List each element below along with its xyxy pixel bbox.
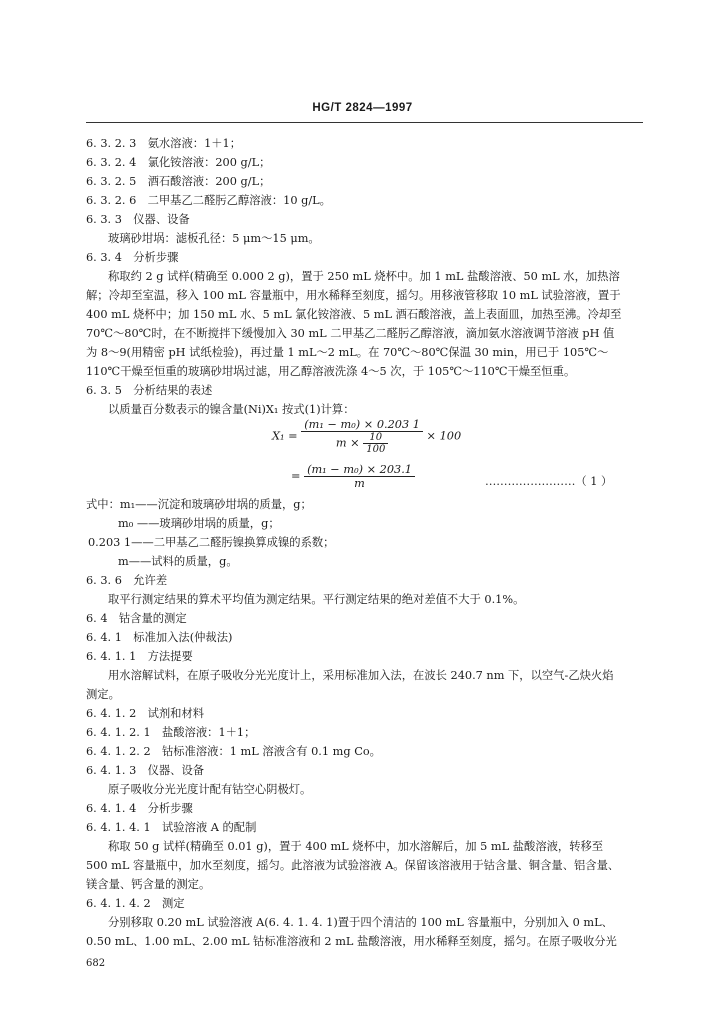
formula-numerator-1: (m₁ − m₀) × 0.203 1 xyxy=(301,418,423,432)
section-6-4-1-2: 6. 4. 1. 2 试剂和材料 xyxy=(86,707,205,720)
paragraph-line: 70℃～80℃时，在不断搅拌下缓慢加入 30 mL 二甲基乙二醛肟乙醇溶液，滴加氨水溶液调节溶液 pH 值 xyxy=(86,327,615,340)
section-6-4: 6. 4 钴含量的测定 xyxy=(86,612,187,625)
page-number: 682 xyxy=(86,958,106,969)
paragraph-line: 原子吸收分光光度计配有钴空心阴极灯。 xyxy=(108,783,312,796)
header-rule xyxy=(86,122,643,123)
section-6-3-6: 6. 3. 6 允许差 xyxy=(86,574,168,587)
formula-subfraction-denominator: 100 xyxy=(366,444,386,455)
paragraph-line: 镁含量、钙含量的测定。 xyxy=(86,878,211,891)
paragraph-line: 0.50 mL、1.00 mL、2.00 mL 钴标准溶液和 2 mL 盐酸溶液，用水稀释至刻度，摇匀。在原子吸收分光 xyxy=(86,935,617,948)
paragraph-line: 以质量百分数表示的镍含量(Ni)X₁ 按式(1)计算： xyxy=(108,403,355,416)
paragraph-line: 测定。 xyxy=(86,688,120,701)
paragraph-line: 用水溶解试料，在原子吸收分光光度计上，采用标准加入法，在波长 240.7 nm 下，以空气-乙炔火焰 xyxy=(108,669,614,682)
section-6-4-1-1: 6. 4. 1. 1 方法提要 xyxy=(86,650,193,663)
section-6-4-1: 6. 4. 1 标准加入法(仲裁法) xyxy=(86,631,233,644)
formula-fraction-2 xyxy=(304,463,415,490)
formula-denominator-1 xyxy=(301,432,423,455)
formula-subfraction-numerator: 10 xyxy=(363,432,388,444)
line-6-3-2-3: 6. 3. 2. 3 氨水溶液：1＋1； xyxy=(86,137,242,150)
line-6-4-1-2-2: 6. 4. 1. 2. 2 钴标准溶液：1 mL 溶液含有 0.1 mg Co。 xyxy=(86,745,381,758)
formula-subfraction xyxy=(363,432,388,455)
formula-numerator-2: (m₁ − m₀) × 203.1 xyxy=(304,463,415,477)
paragraph-line: 500 mL 容量瓶中，加水至刻度，摇匀。此溶液为试验溶液 A。保留该溶液用于钴含量、铜含量、铝含量、 xyxy=(86,859,620,872)
paragraph-line: 称取约 2 g 试样(精确至 0.000 2 g)，置于 250 mL 烧杯中。加 1 mL 盐酸溶液、50 mL 水，加热溶 xyxy=(108,270,620,283)
paragraph-line: 110℃干燥至恒重的玻璃砂坩埚过滤，用乙醇溶液洗涤 4～5 次，于 105℃～110℃干燥至恒重。 xyxy=(86,365,576,378)
legend-m: m——试料的质量，g。 xyxy=(118,555,238,568)
paragraph-line: 为 8～9(用精密 pH 试纸检验)，再过量 1 mL～2 mL。在 70℃～80℃保温 30 min，用已于 105℃～ xyxy=(86,346,609,359)
line-6-3-2-6: 6. 3. 2. 6 二甲基乙二醛肟乙醇溶液：10 g/L。 xyxy=(86,194,331,207)
paragraph-line: 400 mL 烧杯中；加 150 mL 水、5 mL 氯化铵溶液、5 mL 酒石酸溶液，盖上表面皿，加热至沸。冷却至 xyxy=(86,308,622,321)
paragraph-line: 取平行测定结果的算术平均值为测定结果。平行测定结果的绝对差值不大于 0.1%。 xyxy=(108,593,525,606)
section-6-3-5: 6. 3. 5 分析结果的表述 xyxy=(86,384,213,397)
section-6-3-3: 6. 3. 3 仪器、设备 xyxy=(86,213,190,226)
line-6-4-1-2-1: 6. 4. 1. 2. 1 盐酸溶液：1＋1； xyxy=(86,726,256,739)
formula-denominator-2: m xyxy=(354,477,365,490)
formula-label: ……………………（ 1 ） xyxy=(485,475,613,488)
paragraph-line: 解；冷却至室温，移入 100 mL 容量瓶中，用水稀释至刻度，摇匀。用移液管移取 10 mL 试验溶液，置于 xyxy=(86,289,621,302)
legend-coefficient: 0.203 1——二甲基乙二醛肟镍换算成镍的系数； xyxy=(88,536,335,549)
legend-m1: 式中：m₁——沉淀和玻璃砂坩埚的质量，g； xyxy=(86,498,312,511)
section-6-3-4: 6. 3. 4 分析步骤 xyxy=(86,251,179,264)
section-6-4-1-4-1: 6. 4. 1. 4. 1 试验溶液 A 的配制 xyxy=(86,821,257,834)
section-6-4-1-3: 6. 4. 1. 3 仪器、设备 xyxy=(86,764,205,777)
line-6-3-2-4: 6. 3. 2. 4 氯化铵溶液：200 g/L； xyxy=(86,156,271,169)
paragraph-line: 分别移取 0.20 mL 试验溶液 A(6. 4. 1. 4. 1)置于四个清洁的 100 mL 容量瓶中，分别加入 0 mL、 xyxy=(108,916,613,929)
formula-times-100: × 100 xyxy=(426,429,462,443)
paragraph-line: 称取 50 g 试样(精确至 0.01 g)，置于 400 mL 烧杯中，加水溶解后，加 5 mL 盐酸溶液，转移至 xyxy=(108,840,604,853)
formula-row-2 xyxy=(291,463,415,490)
formula-equals: = xyxy=(291,469,301,483)
formula-lhs: X₁ = xyxy=(272,429,298,443)
standard-code: HG/T 2824—1997 xyxy=(312,102,413,114)
section-6-4-1-4-2: 6. 4. 1. 4. 2 测定 xyxy=(86,897,185,910)
section-6-4-1-4: 6. 4. 1. 4 分析步骤 xyxy=(86,802,193,815)
paragraph-line: 玻璃砂坩埚：滤板孔径：5 μm～15 μm。 xyxy=(108,232,320,245)
formula-fraction-1 xyxy=(301,418,423,455)
line-6-3-2-5: 6. 3. 2. 5 酒石酸溶液：200 g/L； xyxy=(86,175,271,188)
legend-m0: m₀ ——玻璃砂坩埚的质量，g； xyxy=(118,517,280,530)
formula-row-1 xyxy=(272,418,461,455)
formula-den-m: m × xyxy=(335,436,360,450)
